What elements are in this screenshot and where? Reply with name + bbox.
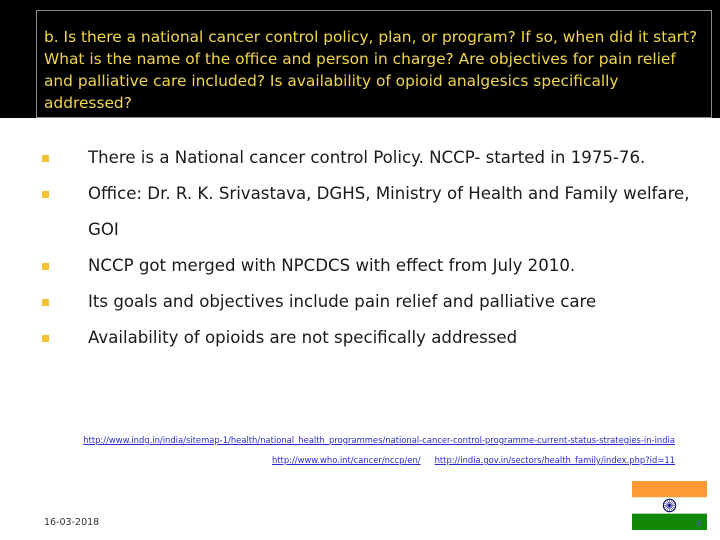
square-bullet-icon — [42, 263, 49, 270]
references — [60, 430, 675, 470]
bullet-text: There is a National cancer control Policy. NCCP- started in 1975-76. — [88, 148, 646, 167]
bullet-text: Its goals and objectives include pain relief and palliative care — [88, 292, 597, 311]
bullet-list — [40, 140, 700, 356]
square-bullet-icon — [42, 191, 49, 198]
bullet-item — [40, 284, 700, 320]
slide-date: 16-03-2018 — [44, 517, 100, 528]
bullet-text: Office: Dr. R. K. Srivastava, DGHS, Ministry of Health and Family welfare, GOI — [88, 184, 690, 239]
bullet-item — [40, 140, 700, 176]
square-bullet-icon — [42, 335, 49, 342]
slide-title: b. Is there a national cancer control policy, plan, or program? If so, when did it start? What is the name of the office and person in charge? Are objectives for pain relief and palliative care included? Is availability of opioid analgesics specifically addressed? — [44, 28, 698, 112]
bullet-text: Availability of opioids are not specifically addressed — [88, 328, 518, 347]
page-number: 6 — [696, 519, 702, 528]
reference-link-india-gov[interactable]: http://india.gov.in/sectors/health_family/index.php?id=11 — [434, 455, 675, 465]
bullet-item — [40, 248, 700, 284]
reference-link-who[interactable]: http://www.who.int/cancer/nccp/en/ — [271, 455, 421, 465]
square-bullet-icon — [42, 299, 49, 306]
reference-link-indg[interactable]: http://www.indg.in/india/sitemap-1/health/national_health_programmes/national-cancer-control-programme-current-status-strategies-in-india — [83, 435, 675, 445]
bullet-item — [40, 176, 700, 248]
bullet-item — [40, 320, 700, 356]
square-bullet-icon — [42, 155, 49, 162]
bullet-text: NCCP got merged with NPCDCS with effect from July 2010. — [88, 256, 576, 275]
